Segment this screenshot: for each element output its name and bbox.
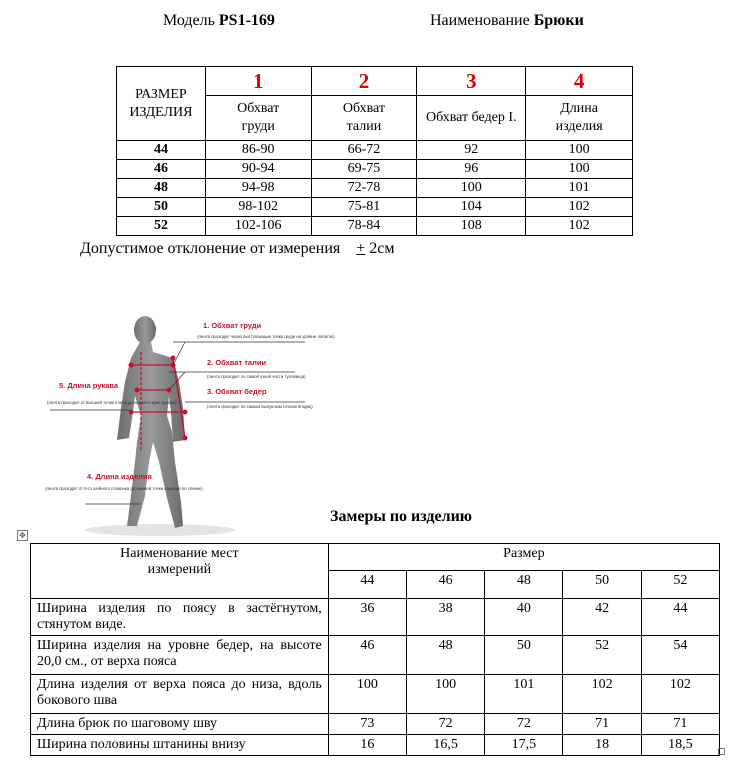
- size-table: [116, 66, 633, 236]
- column-number: 3: [417, 67, 526, 96]
- column-number: 1: [205, 67, 311, 96]
- size-header: Размер: [328, 544, 719, 571]
- row-label: Длина изделия от верха пояса до низа, вдоль бокового шва: [31, 675, 329, 714]
- measurements-title: Замеры по изделию: [330, 508, 473, 525]
- figure-note: (лента проходит по самым выпуклым точкам ягодиц): [207, 404, 313, 409]
- row-label: Длина брюк по шаговому шву: [31, 714, 329, 735]
- column-number: 4: [526, 67, 633, 96]
- value-cell: 36: [328, 599, 406, 636]
- value-cell: 96: [417, 160, 526, 179]
- move-handle-icon[interactable]: ✥: [17, 530, 28, 541]
- value-cell: 102-106: [205, 217, 311, 236]
- model-label: Модель: [163, 12, 215, 29]
- model-value: PS1-169: [218, 12, 275, 29]
- column-label-cell: [205, 96, 311, 141]
- value-cell: 102: [526, 198, 633, 217]
- figure-labels: [45, 321, 335, 491]
- value-cell: 48: [406, 636, 484, 675]
- value-cell: 52: [563, 636, 641, 675]
- size-cell: 46: [117, 160, 206, 179]
- value-cell: 18: [563, 735, 641, 756]
- value-cell: 71: [563, 714, 641, 735]
- figure-label: 1. Обхват груди: [203, 321, 262, 330]
- size-column-header: 48: [485, 571, 563, 599]
- value-cell: 44: [641, 599, 719, 636]
- value-cell: 38: [406, 599, 484, 636]
- column-label-cell: [526, 96, 633, 141]
- figure-note: (лента проходит от 6-го шейного позвонка до нижней точки изделия по спинке): [45, 486, 203, 491]
- value-cell: 98-102: [205, 198, 311, 217]
- table-row: [117, 217, 633, 236]
- row-label: Ширина изделия на уровне бедер, на высоте 20,0 см., от верха пояса: [31, 636, 329, 675]
- table-resize-handle[interactable]: [718, 748, 725, 755]
- figure-shadow: [85, 524, 235, 536]
- figure-label: 5. Длина рукава: [59, 381, 119, 390]
- value-cell: 72: [485, 714, 563, 735]
- figure-label: 4. Длина изделия: [87, 472, 152, 481]
- value-cell: 108: [417, 217, 526, 236]
- table-row: [31, 735, 720, 756]
- value-cell: 42: [563, 599, 641, 636]
- size-cell: 44: [117, 141, 206, 160]
- name-value: Брюки: [533, 12, 584, 29]
- figure-label: 2. Обхват талии: [207, 358, 267, 367]
- table-row: [31, 599, 720, 636]
- size-table-num-row: [117, 67, 633, 96]
- name-line: [430, 12, 584, 30]
- size-cell: 50: [117, 198, 206, 217]
- value-cell: 100: [417, 179, 526, 198]
- size-column-header: 46: [406, 571, 484, 599]
- figure-label: 3. Обхват бедер: [207, 387, 267, 396]
- table-row: [31, 675, 720, 714]
- figure-note: (лента проходит по самой узкой части туловища): [207, 374, 306, 379]
- value-cell: 78-84: [311, 217, 417, 236]
- value-cell: 86-90: [205, 141, 311, 160]
- value-cell: 46: [328, 636, 406, 675]
- size-column-header: 50: [563, 571, 641, 599]
- value-cell: 50: [485, 636, 563, 675]
- figure-note: (лента проходит через выступающие точки груди на уровне лопаток): [197, 334, 335, 339]
- value-cell: 100: [328, 675, 406, 714]
- measurements-table: [30, 543, 720, 756]
- size-column-header: 44: [328, 571, 406, 599]
- table-row: [117, 160, 633, 179]
- value-cell: 102: [526, 217, 633, 236]
- table-row: [117, 141, 633, 160]
- measurement-figure: [45, 312, 335, 537]
- size-column-header: 52: [641, 571, 719, 599]
- plus-minus-sign: +: [356, 240, 366, 257]
- size-header: РАЗМЕР ИЗДЕЛИЯ: [129, 86, 193, 120]
- value-cell: 16,5: [406, 735, 484, 756]
- value-cell: 100: [406, 675, 484, 714]
- value-cell: 101: [485, 675, 563, 714]
- table-row: [117, 179, 633, 198]
- value-cell: 16: [328, 735, 406, 756]
- value-cell: 71: [641, 714, 719, 735]
- body-silhouette: [117, 316, 185, 528]
- tolerance-text: Допустимое отклонение от измерения: [80, 240, 341, 257]
- value-cell: 75-81: [311, 198, 417, 217]
- name-label: Наименование: [430, 12, 530, 29]
- value-cell: 100: [526, 141, 633, 160]
- value-cell: 101: [526, 179, 633, 198]
- value-cell: 102: [563, 675, 641, 714]
- value-cell: 17,5: [485, 735, 563, 756]
- column-label-cell: [311, 96, 417, 141]
- place-header-cell: [31, 544, 329, 599]
- column-label: Обхват талии: [342, 101, 385, 134]
- column-label-cell: [417, 96, 526, 141]
- column-label: Обхват груди: [237, 101, 280, 134]
- value-cell: 102: [641, 675, 719, 714]
- table-row: [31, 714, 720, 735]
- value-cell: 100: [526, 160, 633, 179]
- value-cell: 90-94: [205, 160, 311, 179]
- column-label: Обхват бедер I.: [426, 110, 517, 125]
- row-label: Ширина изделия по поясу в застёгнутом, стянутом виде.: [31, 599, 329, 636]
- value-cell: 73: [328, 714, 406, 735]
- value-cell: 72-78: [311, 179, 417, 198]
- table-row: [31, 636, 720, 675]
- column-number: 2: [311, 67, 417, 96]
- table-row: [117, 198, 633, 217]
- place-header: Наименование мест измерений: [120, 546, 239, 577]
- value-cell: 18,5: [641, 735, 719, 756]
- value-cell: 94-98: [205, 179, 311, 198]
- table-header-row: [31, 544, 720, 571]
- value-cell: 69-75: [311, 160, 417, 179]
- value-cell: 72: [406, 714, 484, 735]
- column-label: Длина изделия: [555, 101, 603, 134]
- value-cell: 40: [485, 599, 563, 636]
- value-cell: 104: [417, 198, 526, 217]
- figure-note: (лента проходит от высшей точки плеча до нижнего края рукава): [47, 400, 177, 405]
- tolerance-value: 2см: [369, 240, 395, 257]
- row-label: Ширина половины штанины внизу: [31, 735, 329, 756]
- size-cell: 48: [117, 179, 206, 198]
- size-cell: 52: [117, 217, 206, 236]
- model-line: [163, 12, 275, 30]
- value-cell: 92: [417, 141, 526, 160]
- value-cell: 54: [641, 636, 719, 675]
- value-cell: 66-72: [311, 141, 417, 160]
- size-header-cell: [117, 67, 206, 141]
- tolerance-note: [80, 240, 395, 258]
